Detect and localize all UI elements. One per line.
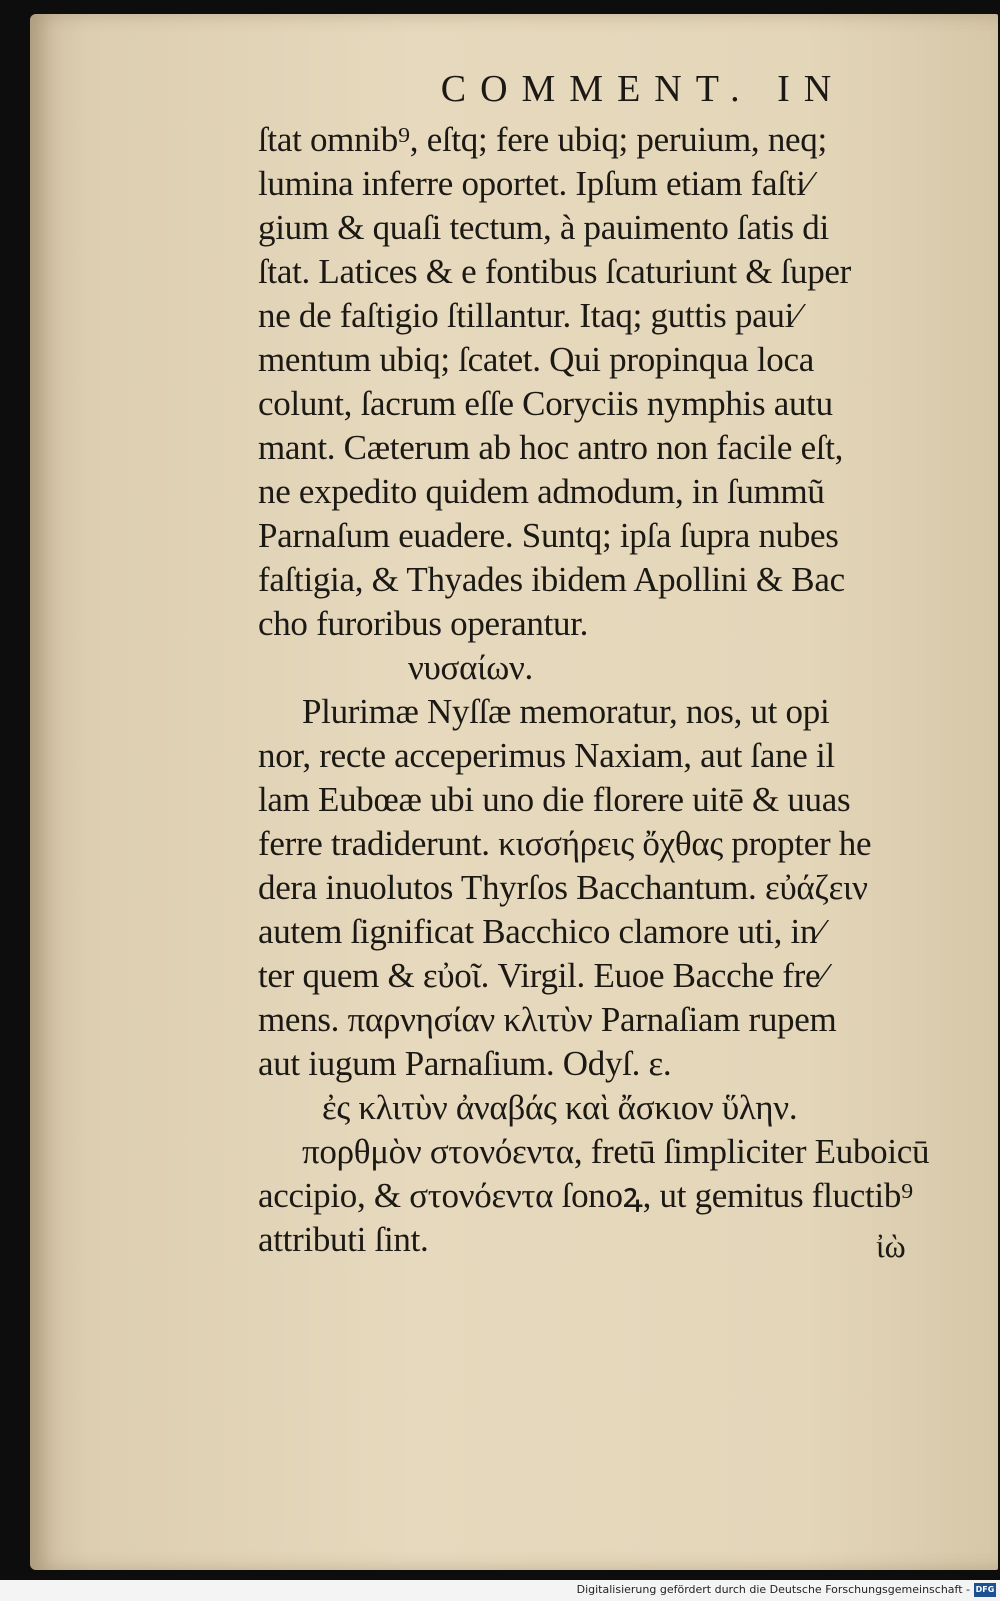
text-line: ſtat omnib⁹, eſtq; fere ubiq; peruium, neq; [258,120,827,159]
text-line: ne expedito quidem admodum, in ſummũ [258,472,825,511]
text-line: ter quem & εὐοῖ. Virgil. Euoe Bacche fre⁄ [258,956,826,995]
footer-band [0,1580,1000,1601]
paragraph-1 [258,118,938,646]
text-line: πορθμὸν στονόεντα, fretū ſimpliciter Euboicū [302,1132,930,1171]
text-line: cho furoribus operantur. [258,604,589,643]
text-block [258,64,938,1262]
text-line: mentum ubiq; ſcatet. Qui propinqua loca [258,340,814,379]
text-line: autem ſignificat Bacchico clamore uti, in⁄ [258,912,823,951]
text-line: lam Eubœæ ubi uno die florere uitē & uuas [258,780,851,819]
paragraph-3 [258,1130,938,1262]
text-line: Plurimæ Nyſſæ memoratur, nos, ut opi [302,692,830,731]
greek-quotation: ἐς κλιτὺν ἀναβάς καὶ ἄσκιον ὕλην. [322,1088,798,1127]
text-line: gium & quaſi tectum, à pauimento ſatis di [258,208,829,247]
text-line: colunt, ſacrum eſſe Coryciis nymphis autu [258,384,833,423]
text-line: mens. παρνησίαν κλιτὺν Parnaſiam rupem [258,1000,837,1039]
text-line: Parnaſum euadere. Suntq; ipſa ſupra nubes [258,516,839,555]
text-line: mant. Cæterum ab hoc antro non facile eſt, [258,428,844,467]
text-line: aut iugum Parnaſium. Odyſ. ε. [258,1044,672,1083]
text-line: ne de faſtigio ſtillantur. Itaq; guttis paui⁄ [258,296,800,335]
text-line: ferre tradiderunt. κισσήρεις ὄχθας propter he [258,824,872,863]
catchword: ἰὼ [876,1228,906,1264]
text-line: attributi ſint. [258,1220,429,1259]
paragraph-2 [258,690,938,1086]
funding-credit: Digitalisierung gefördert durch die Deutsche Forschungsgemeinschaft - [576,1583,970,1596]
dfg-logo-icon: DFG [974,1583,996,1597]
text-line: accipio, & στονόεντα ſonoꝝ, ut gemitus fluctib⁹ [258,1176,913,1215]
text-line: dera inuolutos Thyrſos Bacchantum. εὐάζειν [258,868,868,907]
text-line: nor, recte acceperimus Naxiam, aut ſane il [258,736,835,775]
running-head: COMMENT. IN [440,68,846,110]
text-line: lumina inferre oportet. Ipſum etiam faſti⁄ [258,164,812,203]
text-line: ſtat. Latices & e fontibus ſcaturiunt & ſuper [258,252,852,291]
greek-lemma-heading: νυσαίων. [408,648,533,687]
text-line: faſtigia, & Thyades ibidem Apollini & Bac [258,560,845,599]
